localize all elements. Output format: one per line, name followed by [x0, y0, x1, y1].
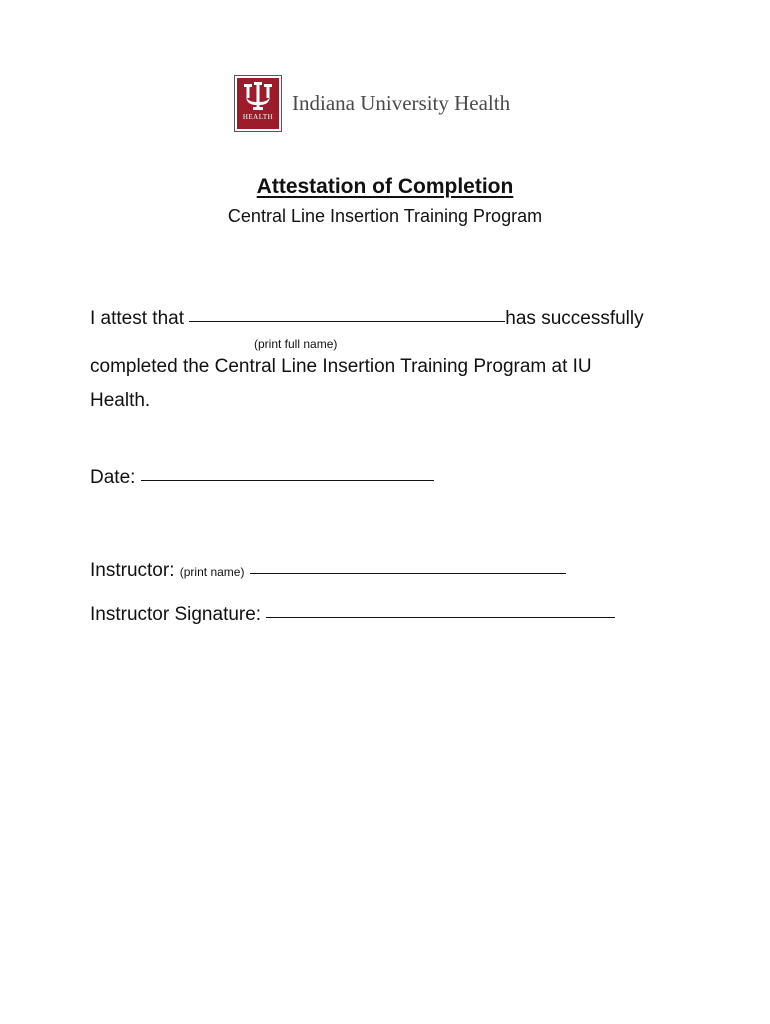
iu-health-logo	[234, 75, 510, 132]
date-line[interactable]	[141, 479, 434, 481]
full-name-line[interactable]	[189, 320, 505, 322]
trident-logo-icon	[234, 75, 282, 132]
instructor-hint: (print name)	[179, 565, 245, 579]
name-hint: (print full name)	[254, 337, 338, 351]
attest-line-3: Health.	[90, 390, 151, 411]
attest-suffix: has successfully	[505, 308, 644, 329]
document-subtitle: Central Line Insertion Training Program	[227, 206, 543, 226]
attest-prefix: I attest that	[90, 308, 190, 329]
org-name: Indiana University Health	[292, 91, 511, 115]
signature-line[interactable]	[266, 616, 615, 618]
instructor-row	[90, 560, 566, 582]
signature-row	[90, 604, 615, 626]
attest-line-2: completed the Central Line Insertion Training Program at IU	[90, 356, 592, 377]
signature-label: Instructor Signature:	[90, 604, 267, 625]
date-row	[90, 467, 434, 489]
attest-line-1	[90, 308, 644, 330]
date-label: Date:	[90, 467, 141, 488]
document-title: Attestation of Completion	[256, 175, 514, 198]
logo-health-caption: HEALTH	[242, 113, 274, 121]
instructor-name-line[interactable]	[250, 572, 566, 574]
instructor-label: Instructor:	[90, 560, 175, 581]
